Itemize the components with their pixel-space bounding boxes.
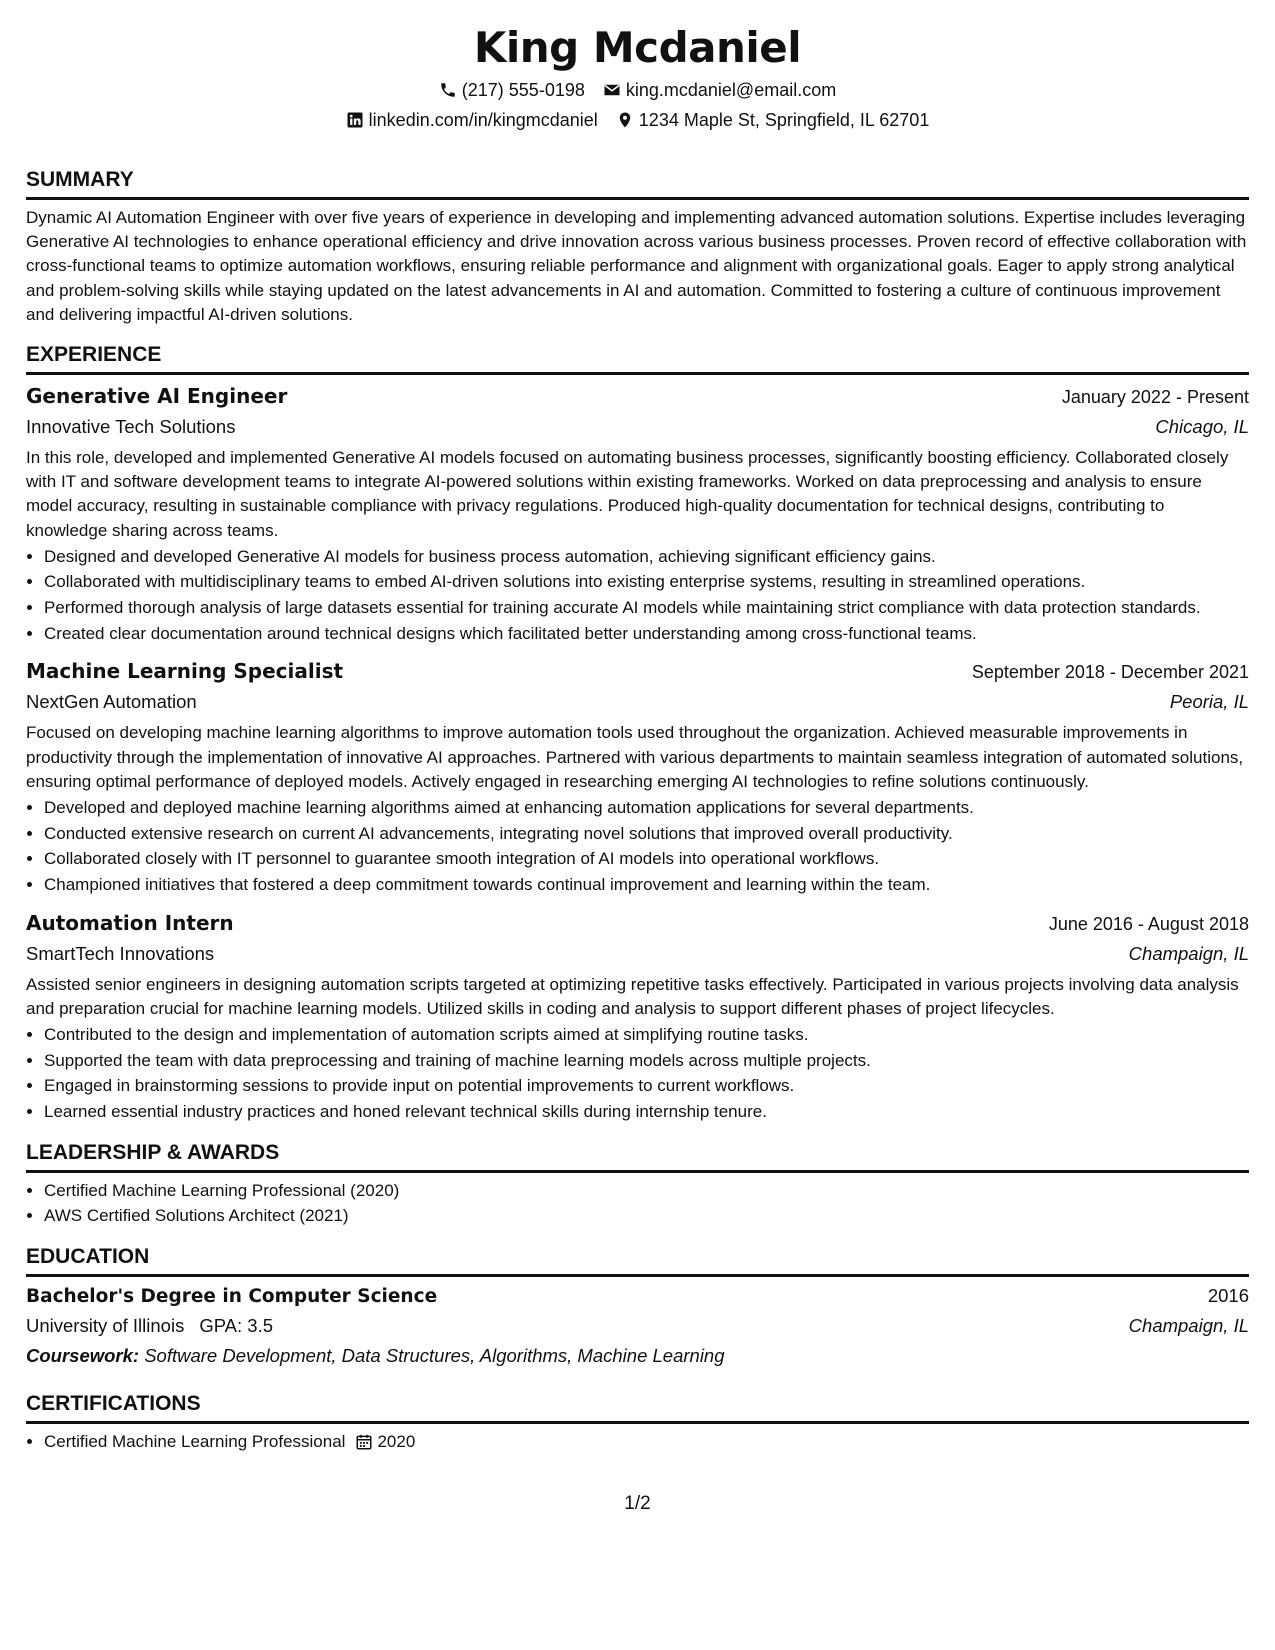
experience-section — [26, 341, 1249, 1125]
list-item: • Developed and deployed machine learning algorithms aimed at enhancing automation applications for several departments. — [44, 796, 1249, 820]
email-address[interactable]: king.mcdaniel@email.com — [625, 80, 837, 100]
job-description: In this role, developed and implemented Generative AI models focused on automating business processes, significantly boosting efficiency. Collaborated closely with IT and software development teams to integrate AI-powered solutions within existing frameworks. Worked on data preprocessing and analysis to ensure model accuracy, resulting in sustainable compliance with privacy regulations. Produced high-quality documentation for technical designs, contributing to knowledge sharing across teams. — [26, 448, 1229, 540]
list-item: • Created clear documentation around technical designs which facilitated better understanding among cross-functional teams. — [44, 622, 1249, 646]
list-item: • Collaborated closely with IT personnel to guarantee smooth integration of AI models into operational workflows. — [44, 847, 1249, 871]
summary-text: Dynamic AI Automation Engineer with over five years of experience in developing and implementing advanced automation solutions. Expertise includes leveraging Generative AI technologies to enhance operational efficiency and drive innovation across various business processes. Proven record of effective collaboration with cross-functional teams to optimize automation workflows, ensuring reliable performance and alignment with organizational goals. Eager to apply strong analytical and problem-solving skills while staying updated on the latest advancements in AI and automation. Committed to fostering a culture of continuous improvement and delivering impactful AI-driven solutions. — [26, 208, 1247, 324]
awards-list — [26, 1179, 1249, 1229]
envelope-icon — [603, 81, 621, 99]
job-entry — [26, 908, 1249, 1125]
section-title-summary: SUMMARY — [26, 166, 1249, 200]
phone-number: (217) 555-0198 — [461, 80, 585, 100]
job-title: Automation Intern — [26, 910, 234, 935]
resume-header — [26, 22, 1249, 134]
section-title-education: EDUCATION — [26, 1243, 1249, 1277]
list-item: • AWS Certified Solutions Architect (2021) — [44, 1204, 1249, 1228]
job-dates: January 2022 - Present — [1061, 387, 1249, 408]
contact-line-2 — [26, 106, 1249, 134]
linkedin-icon — [346, 111, 364, 129]
job-entry — [26, 381, 1249, 646]
school-location: Champaign, IL — [1128, 1314, 1249, 1336]
job-description: Assisted senior engineers in designing automation scripts targeted at optimizing repetitive tasks effectively. Participated in various projects involving data analysis and preparation crucial for machine learning models. Utilized skills in coding and analysis to support different phases of project lifecycles. — [26, 974, 1239, 1018]
section-title-certifications: CERTIFICATIONS — [26, 1390, 1249, 1424]
certifications-section — [26, 1390, 1249, 1454]
list-item: • Certified Machine Learning Professional (2020) — [44, 1179, 1249, 1203]
school-name: University of Illinois — [26, 1314, 185, 1336]
degree-title: Bachelor's Degree in Computer Science — [26, 1285, 438, 1307]
list-item: • Conducted extensive research on current AI advancements, integrating novel solutions that improved overall productivity. — [44, 822, 1249, 846]
summary-section — [26, 166, 1249, 327]
job-title: Machine Learning Specialist — [26, 659, 344, 684]
job-bullets — [26, 1023, 1249, 1125]
section-title-experience: EXPERIENCE — [26, 341, 1249, 375]
school-and-gpa — [26, 1311, 273, 1341]
leadership-section — [26, 1139, 1249, 1229]
coursework-list: Software Development, Data Structures, Algorithms, Machine Learning — [144, 1344, 725, 1366]
list-item: • Collaborated with multidisciplinary teams to embed AI-driven solutions into existing enterprise systems, resulting in streamlined operations. — [44, 570, 1249, 594]
list-item: • Engaged in brainstorming sessions to provide input on potential improvements to current workflows. — [44, 1074, 1249, 1098]
list-item: • Championed initiatives that fostered a deep commitment towards continual improvement and learning within the team. — [44, 873, 1249, 897]
certifications-list — [26, 1430, 1249, 1454]
phone-contact — [439, 76, 585, 104]
linkedin-contact — [346, 106, 598, 134]
job-description: Focused on developing machine learning algorithms to improve automation tools used throughout the organization. Achieved measurable improvements in productivity through the implementation of innovative AI approaches. Partnered with various departments to maintain seamless integration of automated solutions, ensuring optimal performance of deployed models. Actively engaged in researching emerging AI technologies to refine solutions continuously. — [26, 723, 1244, 791]
page-number: 1/2 — [624, 1493, 651, 1514]
job-bullets — [26, 796, 1249, 898]
list-item: • Performed thorough analysis of large datasets essential for training accurate AI models while maintaining strict compliance with data protection standards. — [44, 596, 1249, 620]
certification-name: • Certified Machine Learning Professional — [44, 1431, 346, 1451]
gpa: GPA: 3.5 — [199, 1314, 274, 1336]
phone-icon — [439, 81, 457, 99]
company-name: Innovative Tech Solutions — [26, 416, 236, 438]
certification-year: 2020 — [377, 1431, 416, 1451]
job-location: Champaign, IL — [1128, 942, 1249, 964]
linkedin-url[interactable]: linkedin.com/in/kingmcdaniel — [368, 110, 598, 130]
job-location: Peoria, IL — [1169, 691, 1249, 713]
job-entry — [26, 656, 1249, 897]
list-item — [44, 1430, 1249, 1454]
education-section — [26, 1243, 1249, 1370]
list-item: • Designed and developed Generative AI models for business process automation, achieving significant efficiency gains. — [44, 545, 1249, 569]
street-address: 1234 Maple St, Springfield, IL 62701 — [638, 110, 930, 130]
company-name: SmartTech Innovations — [26, 942, 215, 964]
calendar-icon — [355, 1433, 373, 1451]
certification-date — [355, 1430, 415, 1454]
company-name: NextGen Automation — [26, 691, 197, 713]
job-title: Generative AI Engineer — [26, 384, 288, 409]
graduation-year: 2016 — [1207, 1284, 1249, 1306]
map-pin-icon — [616, 111, 634, 129]
list-item: • Learned essential industry practices and honed relevant technical skills during internship tenure. — [44, 1100, 1249, 1124]
address-contact — [616, 106, 930, 134]
coursework-label: Coursework: — [26, 1344, 140, 1366]
job-dates: June 2016 - August 2018 — [1048, 913, 1249, 934]
section-title-leadership: LEADERSHIP & AWARDS — [26, 1139, 1249, 1173]
candidate-name: King Mcdaniel — [473, 23, 802, 72]
list-item: • Contributed to the design and implementation of automation scripts aimed at simplifying routine tasks. — [44, 1023, 1249, 1047]
job-location: Chicago, IL — [1155, 416, 1249, 438]
job-dates: September 2018 - December 2021 — [971, 662, 1249, 683]
job-bullets — [26, 545, 1249, 647]
list-item: • Supported the team with data preprocessing and training of machine learning models across multiple projects. — [44, 1049, 1249, 1073]
coursework — [26, 1341, 1249, 1370]
contact-line-1 — [26, 76, 1249, 104]
email-contact — [603, 76, 836, 104]
